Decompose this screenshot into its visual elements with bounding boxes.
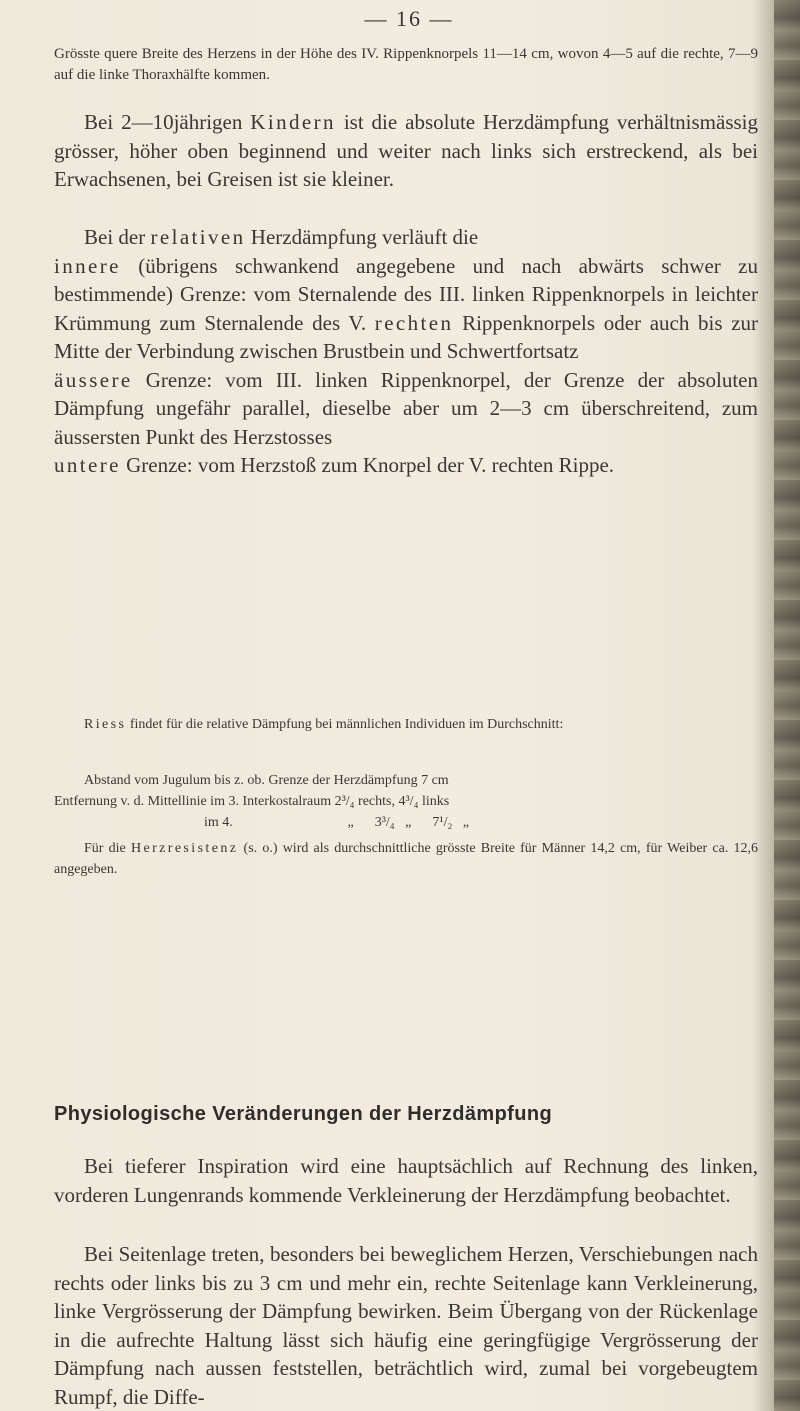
resistance-spaced-word: Herzresistenz [130,841,239,856]
riess-name: Riess [84,717,127,732]
resistance-prefix: Für die [84,841,126,856]
outer-boundary-text: Grenze: vom III. linken Rippenknorpel, der Grenze der absoluten Dämpfung ungefähr parallel, dieselbe aber um 2—3 cm überschreitend, zum äussersten Punkt des Herzstosses [54,367,758,449]
physio-paragraph-1: Bei tieferer Inspiration wird eine hauptsächlich auf Rechnung des linken, vorderen Lungenrands kommende Verkleinerung der Herzdämpfung beobachtet. [54,1154,758,1207]
riess-note-text: findet für die relative Dämpfung bei männlichen Individuen im Durchschnitt: [129,717,564,732]
lower-boundary-word: untere [54,453,121,477]
rechten-word: rechten [374,310,454,335]
resistance-note-text: (s. o.) wird als durchschnittliche grösste Breite für Männer 14,2 cm, für Weiber ca. 12,6 angegeben. [54,841,759,877]
relative-spaced-word: relativen [150,225,246,249]
page-number: — 16 — [364,6,454,31]
relative-line1-rest: Herzdämpfung verläuft die [250,225,479,249]
measurements-block [54,770,758,833]
riess-note [54,714,758,735]
inner-boundary-text: (übrigens schwankend angegebene und nach abwärts schwer zu bestimmende) Grenze: vom Sternalende des III. linken Rippenknorpels in leichter Krümmung zum Sternalende des V. [54,253,759,335]
lower-boundary-text: Grenze: vom Herzstoß zum Knorpel der V. rechten Rippe. [126,453,615,477]
children-spaced-word: Kindern [250,110,336,134]
measurement-line-1: Abstand vom Jugulum bis z. ob. Grenze der Herzdämpfung 7 cm [84,773,449,788]
measurement-line-2: Entfernung v. d. Mittellinie im 3. Interkostalraum 2³/₄ rechts, 4³/₄ links [54,794,450,809]
physio-paragraph-2: Bei Seitenlage treten, besonders bei beweglichem Herzen, Verschiebungen nach rechts oder links bis zu 3 cm und mehr ein, rechte Seitenlage kann Verkleinerung, linke Vergrösserung der Dämpfung bewirken. Beim Übergang von der Rückenlage in die aufrechte Haltung lässt sich häufig eine geringfügige Vergrösserung der Dämpfung nach aussen feststellen, beträchtlich wird, zumal bei vorgebeugtem Rumpf, die Diffe- [54,1242,758,1409]
page-edge [774,0,800,1411]
intro-paragraph: Grösste quere Breite des Herzens in der Höhe des IV. Rippenknorpels 11—14 cm, wovon 4—5 auf die rechte, 7—9 auf die linke Thoraxhälfte kommen. [54,46,758,83]
measurement-line-3 [54,812,758,833]
relative-prefix: Bei der [84,225,146,249]
inner-boundary-end: Rippenknorpels oder auch bis zur Mitte der Verbindung zwischen Brustbein und Schwertfortsatz [54,310,759,363]
children-prefix: Bei 2—10jährigen [84,110,243,134]
relative-paragraph [54,223,758,480]
inner-boundary-word: innere [54,253,121,278]
children-paragraph [54,108,758,194]
section-heading: Physiologische Veränderungen der Herzdämpfung [54,1103,553,1125]
outer-boundary-word: äussere [54,367,133,392]
measurement-line-3-label: im 4. [204,815,233,830]
resistance-note [54,838,758,880]
measurement-line-3-values: „ 3³/₄ „ 7¹/₂ „ [347,815,470,830]
children-rest: ist die absolute Herzdämpfung verhältnismässig grösser, höher oben beginnend und weiter nach links sich erstreckend, als bei Erwachsenen, bei Greisen ist sie kleiner. [54,110,759,191]
